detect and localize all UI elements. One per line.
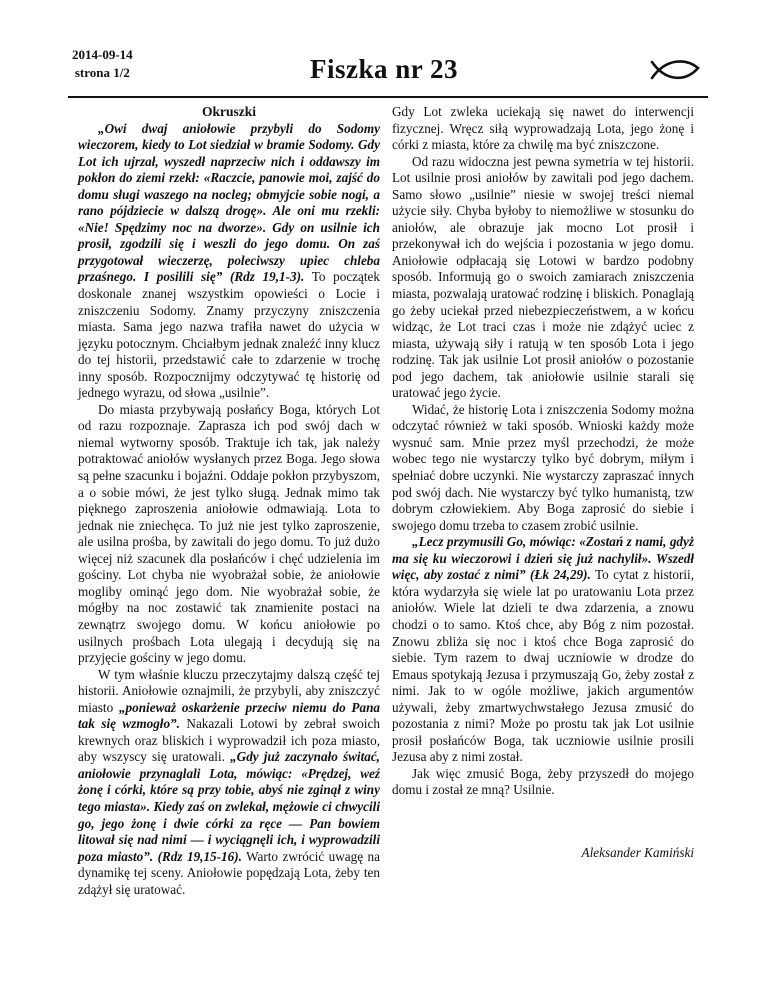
scripture-quote: „ponieważ oskarżenie przeciw niemu do Pana tak się wzmogło”. — [78, 699, 380, 732]
scripture-quote: „Lecz przymusili Go, mówiąc: «Zostań z nami, gdyż ma się ku wieczorowi i dzień się już nachylił». Wszedł więc, aby zostać z nimi” (Łk 24,29). — [392, 534, 694, 583]
paragraph-text: W tym właśnie kluczu przeczytajmy dalszą część tej historii. Aniołowie oznajmili, że przybyli, aby zniszczyć miasto — [78, 666, 380, 715]
left-column — [78, 104, 380, 898]
paragraph-text: Warto zwrócić uwagę na dynamikę tej sceny. Aniołowie popędzają Lota, żeby ten zdążył się uratować. — [78, 848, 380, 897]
paragraph — [78, 667, 380, 899]
author-signature: Aleksander Kamiński — [581, 844, 694, 860]
paragraph: Gdy Lot zwleka uciekają się nawet do interwencji fizycznej. Wręcz siłą wyprowadzają Lota, jego żonę i córki z miasta, które za chwilę ma być zniszczone. — [392, 104, 694, 153]
paragraph-text: Nakazali Lotowi by zebrał swoich krewnych oraz bliskich i wyprowadził ich poza miasto, aby wszyscy się uratowali. — [78, 716, 380, 765]
page-number-label: strona 1/2 — [74, 65, 130, 80]
article-heading: Okruszki — [201, 104, 256, 119]
page-header — [0, 0, 768, 100]
paragraph: Jak więc zmusić Boga, żeby przyszedł do mojego domu i został ze mną? Usilnie. — [392, 765, 694, 798]
date-label: 2014-09-14 — [72, 47, 133, 62]
scripture-quote: „Owi dwaj aniołowie przybyli do Sodomy wieczorem, kiedy to Lot siedział w bramie Sodomy. Gdy Lot ich ujrzał, wyszedł naprzeciw nich i oddawszy im pokłon do ziemi rzekł: «Raczcie, panowie moi, zajść do domu sługi waszego na nocleg; obmyjcie sobie nogi, a rano pójdziecie w dalszą drogę». Ale oni mu rzekli: «Nie! Spędzimy noc na dworze». Gdy on usilnie ich prosił, zgodzili się i weszli do jego domu. On zaś przygotował wieczerzę, poleciwszy upiec chleba przaśnego. I posilili się” (Rdz 19,1-3). — [78, 120, 380, 285]
paragraph: Do miasta przybywają posłańcy Boga, których Lot od razu rozpoznaje. Zaprasza ich pod swój dach w niemal wytworny sposób. Traktuje ich tak, jak należy potraktować aniołów wysłanych przez Boga. Jego słowa są pełne szacunku i bojaźni. Oddaje pokłon przybyszom, a o sobie mówi, że jest tylko sługą. Jednak mimo tak pięknego zaproszenia aniołowie odmawiają. Lota to jednak nie zniechęca. To już nie jest tylko zaproszenie, ale usilna prośba, by zawitali do jego domu. To już dużo więcej niż szacunek dla posłańców i chęć udzielenia im gościny. Lot chyba nie wyobrażał sobie, że aniołowie mogliby ominąć jego dom. Nie wyobrażał sobie, że mógłby na noc zostawić tak znamienite postaci na zewnątrz swojego domu. W końcu aniołowie po usilnych prośbach Lota ulegają i decydują się na przyjęcie gościny w jego domu. — [78, 401, 380, 666]
paragraph-text: To początek doskonale znanej wszystkim opowieści o Locie i zniszczeniu Sodomy. Znamy przyczyny zniszczenia miasta. Sama jego nazwa trafiła nawet do użycia w języku potocznym. Chciałbym jednak znaleźć inny klucz do tej historii, przedstawić całe to zdarzenie w trochę inny sposób. Rozpocznijmy odczytywać tę historię od jednego wyrazu, od słowa „usilnie”. — [78, 269, 380, 401]
paragraph — [392, 534, 694, 766]
paragraph: Od razu widoczna jest pewna symetria w tej historii. Lot usilnie prosi aniołów by zawitali pod jego dachem. Samo słowo „usilnie” niesie w swojej treści niemal użycie siły. Chyba byłoby to niemożliwe w stosunku do aniołów, ale obrazuje jak mocno Lot prosił i przekonywał ich do wejścia i pozostania w jego domu. Aniołowie odpłacają się Lotowi w bardzo podobny sposób. Informują go o swoich zamiarach zniszczenia miasta, pozwalają uratować rodzinę i bliskich. Ponaglają go żeby uciekał przed niebezpieczeństwem, a w końcu widząc, że Lot traci czas i może nie zdążyć uciec z miasta, używają siły i ratują w ten sposób Lota i jego rodzinę. Tak jak usilnie Lot prosił aniołów o pozostanie pod jego dachem, tak aniołowie usilnie starali się uratować jego życie. — [392, 153, 694, 401]
scripture-quote: „Gdy już zaczynało świtać, aniołowie przynaglali Lota, mówiąc: «Prędzej, weź żonę i córki, które są przy tobie, abyś nie zginął z winy tego miasta». Kiedy zaś on zwlekał, mężowie ci chwycili go, jego żonę i dwie córki za ręce — Pan bowiem litował się nad nimi — i wyciągnęli ich, i wyprowadzili poza miasto”. (Rdz 19,15-16). — [78, 749, 380, 864]
right-column — [392, 104, 694, 862]
ichthys-fish-icon — [648, 56, 702, 84]
paragraph — [78, 121, 380, 402]
paragraph-text: To cytat z historii, która wydarzyła się wiele lat po uratowaniu Lota przez aniołów. Wiele lat dzieli te dwa zdarzenia, a znowu chodzi o to samo. Ktoś chce, aby Bóg z nim pozostał. Znowu zbliża się noc i ktoś chce Boga zaprosić do siebie. Tym razem to dwaj uczniowie w drodze do Emaus spotykają Jezusa i przymuszają Go, żeby został z nimi. Jak to w ogóle możliwe, jakich argumentów używali, żeby zmartwychwstałego Jezusa zmusić do pozostania z nimi? Może po prostu tak jak Lot usilnie prosił posłańców Boga, tak uczniowie usilnie prosili Jezusa aby z nimi został. — [392, 567, 694, 765]
page-title: Fiszka nr 23 — [309, 54, 458, 84]
paragraph: Widać, że historię Lota i zniszczenia Sodomy można odczytać również w taki sposób. Wnioski każdy może wysnuć sam. Mnie przez myśl przechodzi, że może wobec tego nie wystarczy tylko być dobrym, miłym i spełniać dobre uczynki. Nie wystarczy zapraszać innych pod swój dach. Nie wystarczy być tylko humanistą, tzw dobrym człowiekiem. Aby Boga zaprosić do siebie i swojego domu trzeba to czasem zrobić usilnie. — [392, 401, 694, 533]
header-rule — [68, 96, 708, 98]
